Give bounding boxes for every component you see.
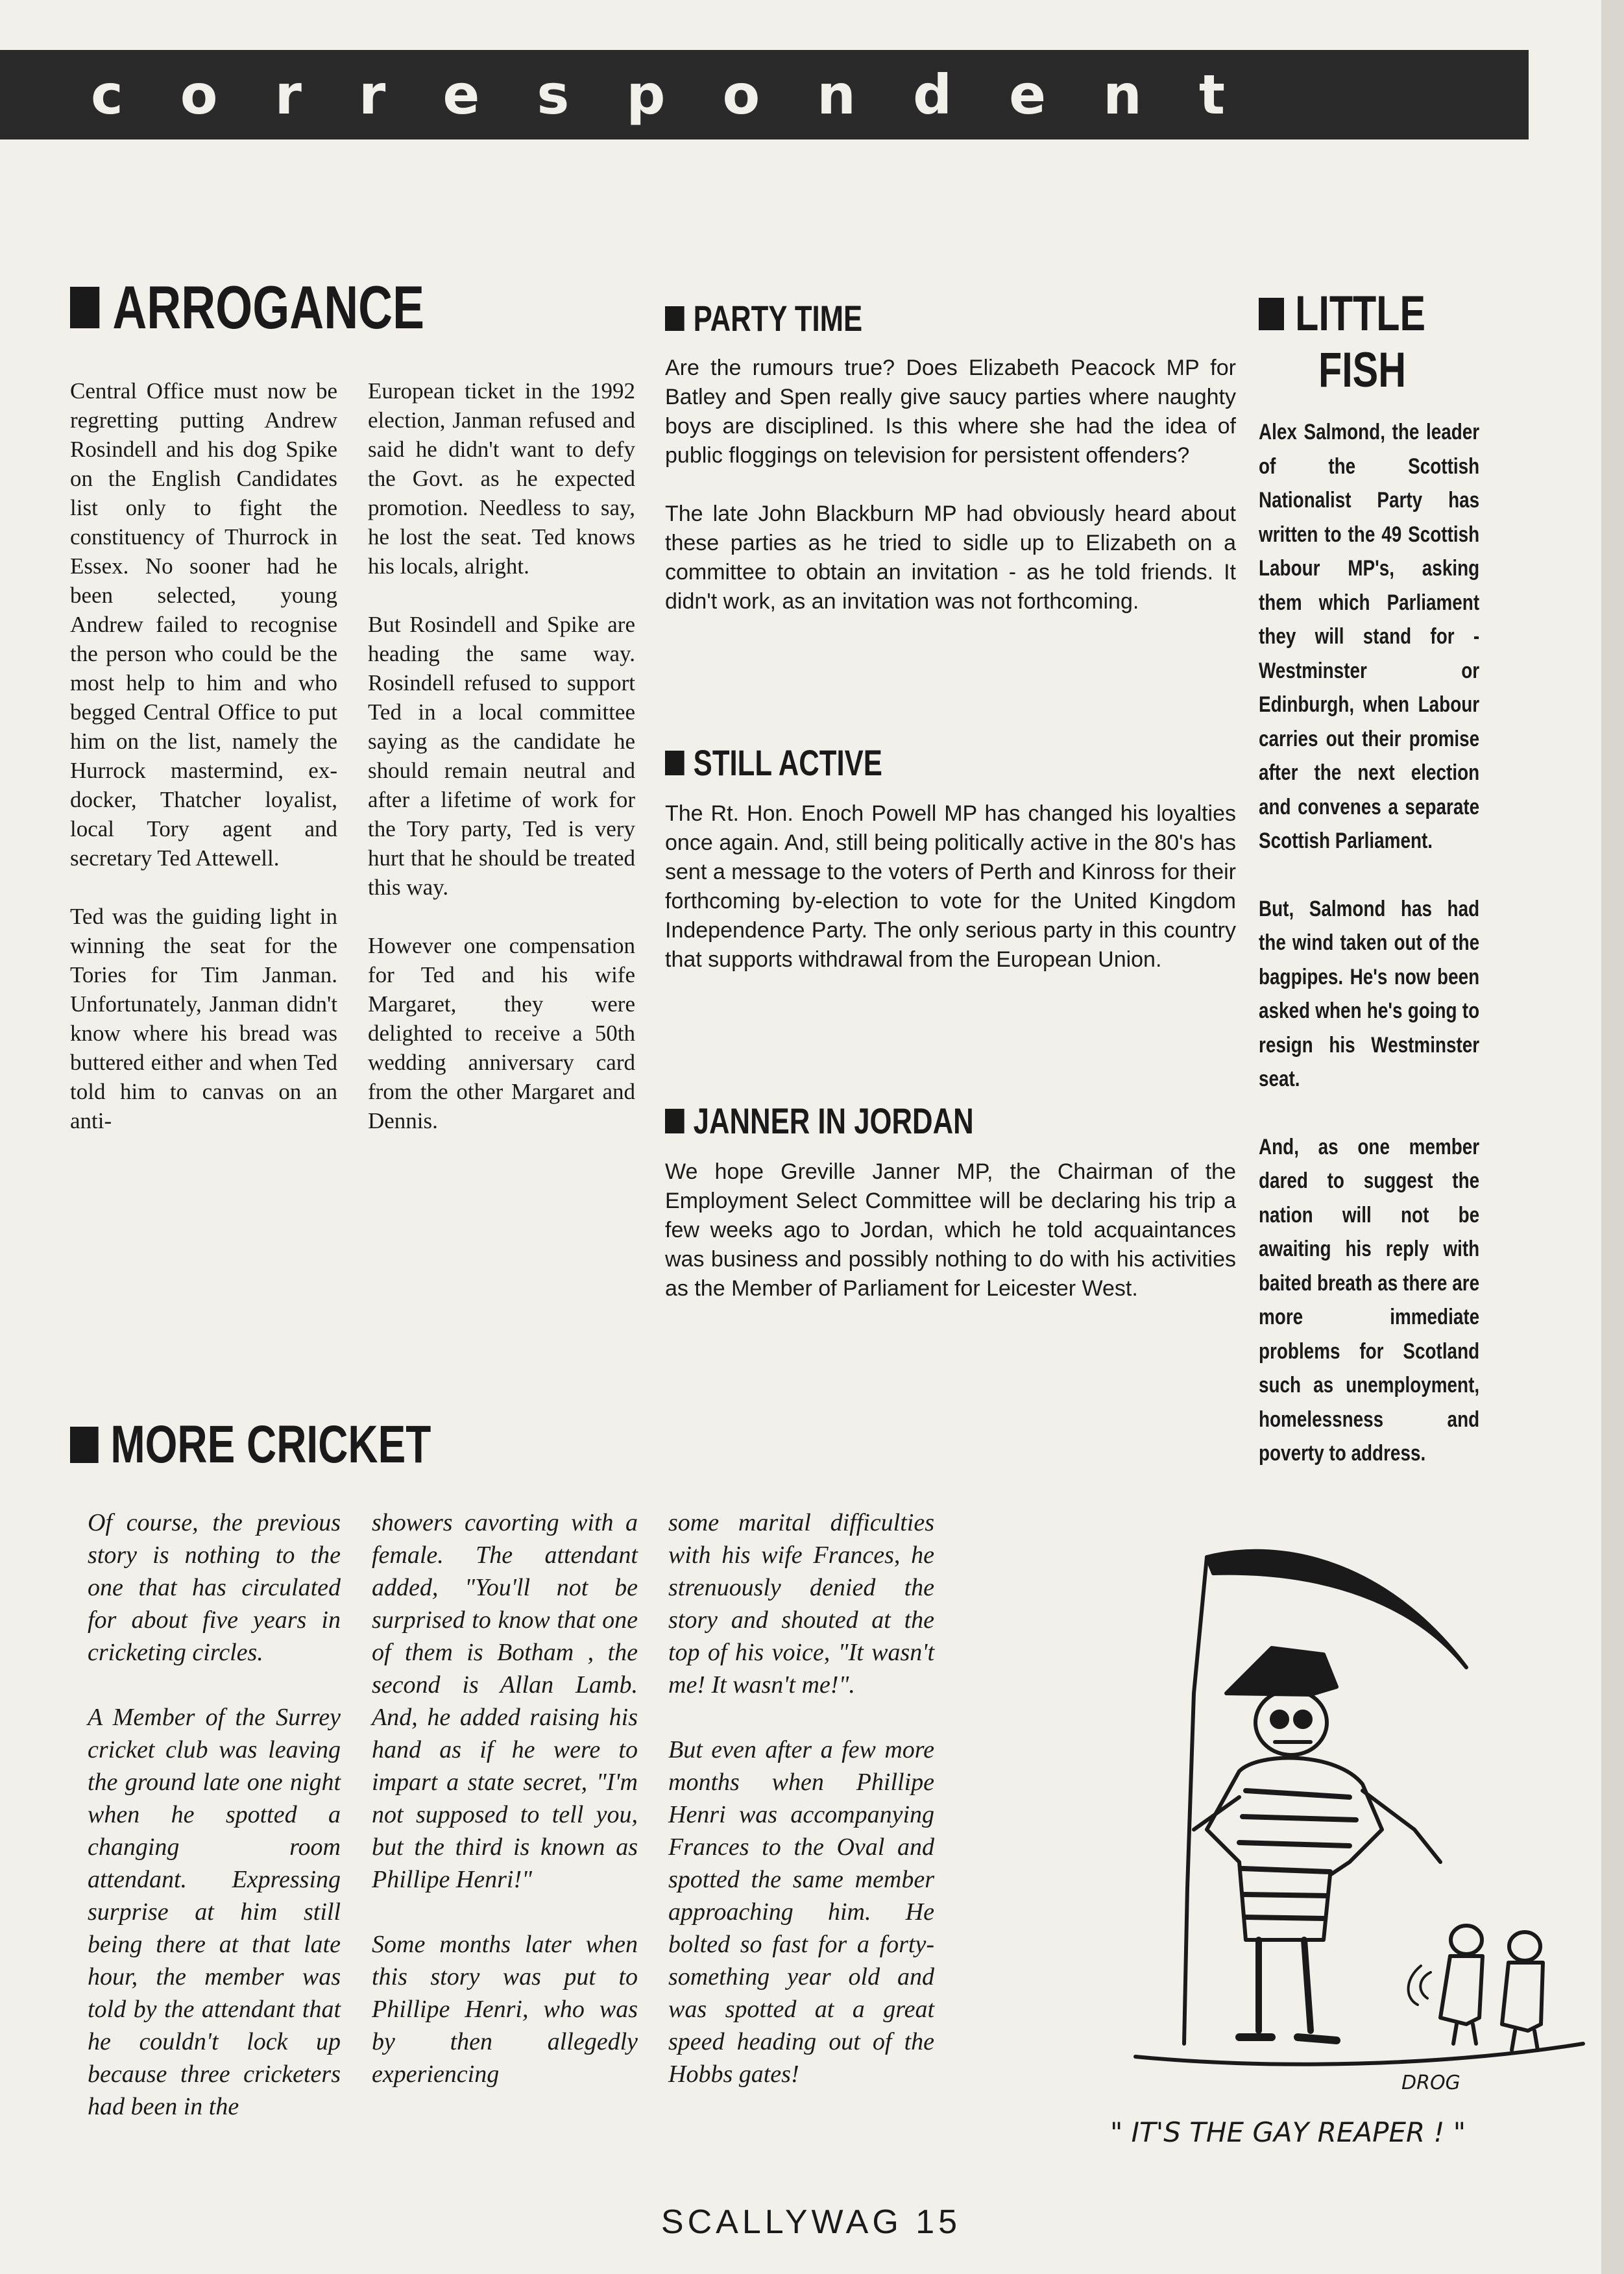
more-cricket-paragraph: some marital difficulties with his wife Frances, he strenuously denied the story and shouted at the top of his voice, "It wasn't me! It wasn't me!". [668,1509,934,1699]
little-fish-heading-line2: FISH [1318,343,1407,398]
janner-heading-text: JANNER IN JORDAN [693,1100,974,1141]
arrogance-paragraph: Ted was the guiding light in winning the seat for the Tories for Tim Janman. Unfortunately, Janman didn't know where his bread was buttered either and when Ted told him to canvas on an anti- [70,904,337,1133]
party-time-heading-text: PARTY TIME [693,298,863,339]
arm-right [1363,1791,1440,1862]
little-fish-section [1259,285,1531,1471]
little-fish-paragraph: And, as one member dared to suggest the nation will not be awaiting his reply with baited breath as there are more immediate problems for Scotland such as unemployment, homelessness and poverty to address. [1259,1134,1480,1466]
bullet-square-icon [70,1427,99,1463]
more-cricket-column-2 [372,1506,638,2090]
still-active-heading-text: STILL ACTIVE [693,742,882,783]
more-cricket-paragraph: Some months later when this story was put to Phillipe Henri, who was by then allegedly experiencing [372,1931,638,2088]
scythe-blade [1207,1551,1466,1667]
arrogance-paragraph: But Rosindell and Spike are heading the same way. Rosindell refused to support Ted in a local committee saying as the candidate he should remain neutral and after a lifetime of work for the Tory party, Ted is very hurt that he should be treated this way. [368,612,635,900]
little-fish-heading-line1: LITTLE [1295,286,1426,341]
party-time-paragraph: The late John Blackburn MP had obviously heard about these parties as he tried to sidle up to Elizabeth on a committee to obtain an invitation - as he told friends. It didn't work, as an invitation was not forthcoming. [665,502,1236,614]
party-time-paragraph: Are the rumours true? Does Elizabeth Peacock MP for Batley and Spen really give saucy parties where naughty boys are disciplined. Is this where she had the idea of public floggings on television for persistent offenders? [665,356,1236,468]
little-fish-heading [1259,285,1472,342]
still-active-paragraph: The Rt. Hon. Enoch Powell MP has changed his loyalties once again. And, still being politically active in the 80's has sent a message to the voters of Perth and Kinross for their forthcoming by-election to vote for the United Kingdom Independence Party. The only serious party in this country that supports withdrawal from the European Union. [665,801,1236,972]
still-active-section [665,742,1236,974]
little-fish-paragraph: But, Salmond has had the wind taken out of the bagpipes. He's now been asked when he's going to resign his Westminster seat. [1259,896,1480,1091]
page-footer: SCALLYWAG 15 [661,2203,962,2241]
cloak [1207,1758,1382,1940]
arrogance-heading-text: ARROGANCE [112,273,424,341]
bullet-square-icon [665,1109,685,1133]
party-time-section [665,297,1236,616]
more-cricket-heading-wrap [70,1414,654,1475]
more-cricket-column-1 [88,1506,341,2123]
small-figure-head [1451,1926,1482,1954]
arrogance-heading-wrap [70,272,524,343]
more-cricket-paragraph: Of course, the previous story is nothing to the one that has circulated for about five years in cricketing circles. [88,1509,341,1666]
ground-line [1135,2044,1583,2064]
little-fish-heading-line2-wrap [1318,342,1485,398]
small-figure-head [1509,1932,1540,1961]
arrogance-paragraph: However one compensation for Ted and his wife Margaret, they were delighted to receive a 50th wedding anniversary card from the other Margaret and Dennis. [368,933,635,1133]
arrogance-paragraph: Central Office must now be regretting putting Andrew Rosindell and his dog Spike on the English Candidates list only to fight the constituency of Thurrock in Essex. No sooner had he been selected, young Andrew failed to recognise the person who could be the most help to him and who begged Central Office to put him on the list, namely the Hurrock mastermind, ex-docker, Thatcher loyalist, local Tory agent and secretary Ted Attewell. [70,378,337,871]
little-fish-body [1259,415,1479,1471]
arrogance-paragraph: European ticket in the 1992 election, Janman refused and said he didn't want to defy the Govt. as he expected promotion. Needless to say, he lost the seat. Ted knows his locals, alright. [368,378,635,579]
more-cricket-heading [70,1414,526,1475]
arrogance-heading [70,272,424,343]
janner-heading [665,1100,1110,1142]
janner-section [665,1100,1236,1303]
bullet-square-icon [665,751,685,775]
peaked-cap [1226,1648,1337,1695]
arrogance-column-1 [70,376,337,1135]
arrogance-column-2 [368,376,635,1135]
bullet-square-icon [665,306,685,331]
still-active-heading [665,742,1110,784]
more-cricket-paragraph: showers cavorting with a female. The attendant added, "You'll not be surprised to know that one of them is Botham , the second is Allan Lamb. And, he added raising his hand as if he were to impart a state secret, "I'm not supposed to tell you, but the third is known as Phillipe Henri!" [372,1509,638,1893]
bullet-square-icon [1259,298,1284,330]
more-cricket-heading-text: MORE CRICKET [110,1415,431,1474]
janner-paragraph: We hope Greville Janner MP, the Chairman of the Employment Select Committee will be declaring his trip a few weeks ago to Jordan, which he told acquaintances was business and possibly nothing to do with his activities as the Member of Parliament for Leicester West. [665,1159,1236,1301]
page-right-margin [1601,0,1624,2274]
party-time-heading [665,297,1110,339]
scythe-handle [1184,1557,1207,2044]
section-banner [0,50,1529,139]
skull [1255,1690,1327,1755]
more-cricket-paragraph: But even after a few more months when Phillipe Henri was accompanying Frances to the Oval and spotted the same member approaching him. He bolted so fast for a forty-something year old and was spotted at a great speed heading out of the Hobbs gates! [668,1736,934,2088]
little-fish-paragraph: Alex Salmond, the leader of the Scottish Nationalist Party has written to the 49 Scottish Labour MP's, asking them which Parliament they will stand for - Westminster or Edinburgh, when Labour carries out their promise after the next election and convenes a separate Scottish Parliament. [1259,420,1480,853]
cartoon-caption: " IT'S THE GAY REAPER ! " [1109,2116,1466,2148]
more-cricket-paragraph: A Member of the Surrey cricket club was leaving the ground late one night when he spotted a changing room attendant. Expressing surprise at him still being there at that late hour, the member was told by the attendant that he couldn't lock up because three cricketers had been in the [88,1704,341,2120]
banner-title: correspondent [91,63,1283,127]
grim-reaper-cartoon [1077,1525,1596,2096]
more-cricket-column-3 [668,1506,934,2090]
bullet-square-icon [70,287,99,328]
svg-text:DROG: DROG [1401,2072,1460,2094]
